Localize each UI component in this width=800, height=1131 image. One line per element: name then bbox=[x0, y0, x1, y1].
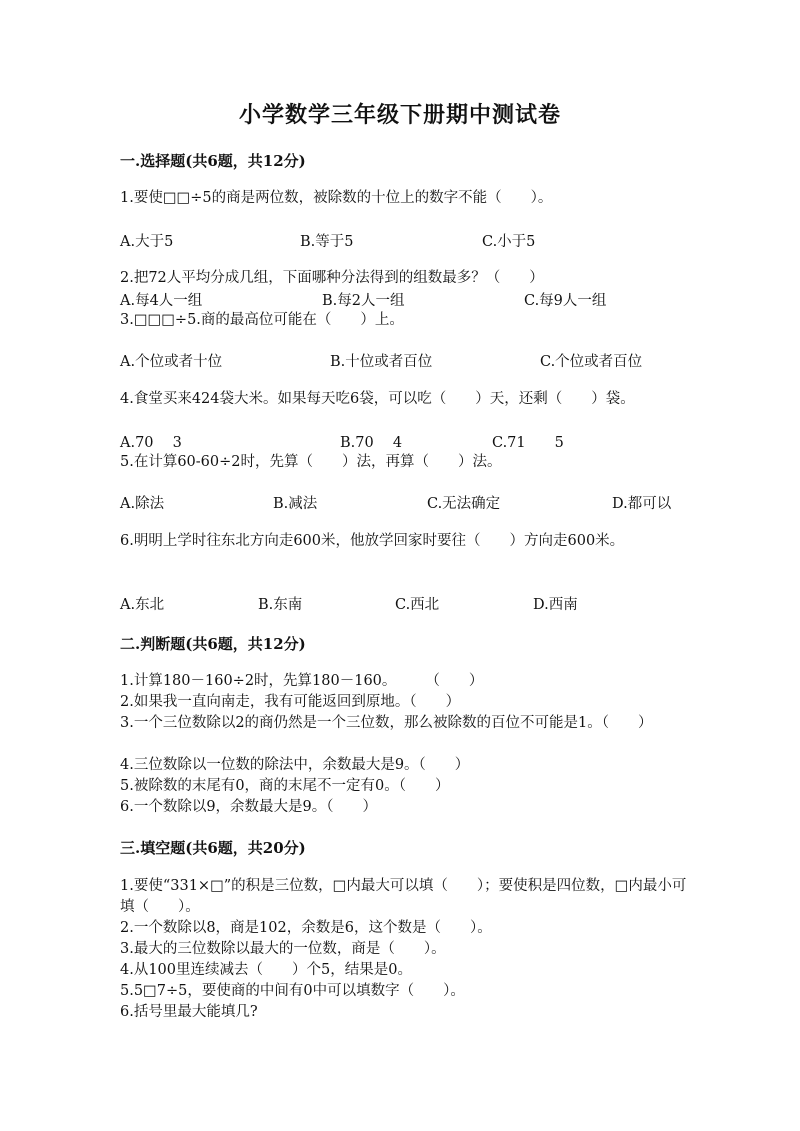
fill-in-item: 4.从100里连续减去（ ）个5，结果是0。 bbox=[120, 962, 412, 978]
question-3: 3.□□□÷5.商的最高位可能在（ ）上。 bbox=[120, 312, 404, 328]
fill-in-item: 3.最大的三位数除以最大的一位数，商是（ ）。 bbox=[120, 941, 446, 957]
option-b: B.减法 bbox=[273, 496, 318, 512]
option-c: C.无法确定 bbox=[427, 496, 501, 512]
option-b: B.每2人一组 bbox=[322, 293, 405, 309]
option-a: A.每4人一组 bbox=[120, 293, 203, 309]
option-a: A.大于5 bbox=[120, 234, 174, 250]
option-d: D.西南 bbox=[533, 597, 578, 613]
option-b: B.等于5 bbox=[300, 234, 354, 250]
option-d: D.都可以 bbox=[612, 496, 672, 512]
judgment-item: 5.被除数的末尾有0，商的末尾不一定有0。（ ） bbox=[120, 778, 450, 794]
option-b: B.70 4 bbox=[340, 435, 403, 451]
fill-in-item: 5.5□7÷5，要使商的中间有0中可以填数字（ ）。 bbox=[120, 983, 465, 999]
option-a: A.个位或者十位 bbox=[120, 354, 223, 370]
question-2: 2.把72人平均分成几组，下面哪种分法得到的组数最多？（ ） bbox=[120, 270, 544, 286]
option-c: C.71 5 bbox=[492, 435, 564, 451]
option-a: A.东北 bbox=[120, 597, 165, 613]
page-title: 小学数学三年级下册期中测试卷 bbox=[238, 102, 561, 128]
question-4: 4.食堂买来424袋大米。如果每天吃6袋，可以吃（ ）天，还剩（ ）袋。 bbox=[120, 391, 635, 407]
judgment-item: 4.三位数除以一位数的除法中，余数最大是9。（ ） bbox=[120, 757, 470, 773]
fill-in-item: 6.括号里最大能填几? bbox=[120, 1004, 258, 1020]
judgment-item: 6.一个数除以9，余数最大是9。（ ） bbox=[120, 799, 378, 815]
fill-in-item: 1.要使“331×□”的积是三位数，□内最大可以填（ ）；要使积是四位数，□内最小可填（ ）。 bbox=[120, 878, 687, 915]
option-b: B.东南 bbox=[258, 597, 303, 613]
option-c: C.小于5 bbox=[482, 234, 536, 250]
question-5: 5.在计算60-60÷2时，先算（ ）法，再算（ ）法。 bbox=[120, 454, 502, 470]
question-1: 1.要使□□÷5的商是两位数，被除数的十位上的数字不能（ ）。 bbox=[120, 190, 553, 206]
option-c: C.西北 bbox=[395, 597, 440, 613]
judgment-item: 3.一个三位数除以2的商仍然是一个三位数，那么被除数的百位不可能是1。（ ） bbox=[120, 715, 653, 731]
question-6: 6.明明上学时往东北方向走600米，他放学回家时要往（ ）方向走600米。 bbox=[120, 533, 625, 549]
judgment-item: 2.如果我一直向南走，我有可能返回到原地。（ ） bbox=[120, 694, 461, 710]
section-heading-judgment: 二.判断题(共6题，共12分) bbox=[120, 635, 306, 653]
section-heading-choice: 一.选择题(共6题，共12分) bbox=[120, 152, 306, 170]
option-c: C.个位或者百位 bbox=[540, 354, 643, 370]
section-heading-fill-in: 三.填空题(共6题，共20分) bbox=[120, 839, 306, 857]
judgment-item: 1.计算180－160÷2时，先算180－160。 （ ） bbox=[120, 673, 484, 689]
fill-in-item: 2.一个数除以8，商是102，余数是6，这个数是（ ）。 bbox=[120, 920, 492, 936]
option-c: C.每9人一组 bbox=[524, 293, 607, 309]
option-b: B.十位或者百位 bbox=[330, 354, 433, 370]
option-a: A.70 3 bbox=[120, 435, 182, 451]
option-a: A.除法 bbox=[120, 496, 165, 512]
